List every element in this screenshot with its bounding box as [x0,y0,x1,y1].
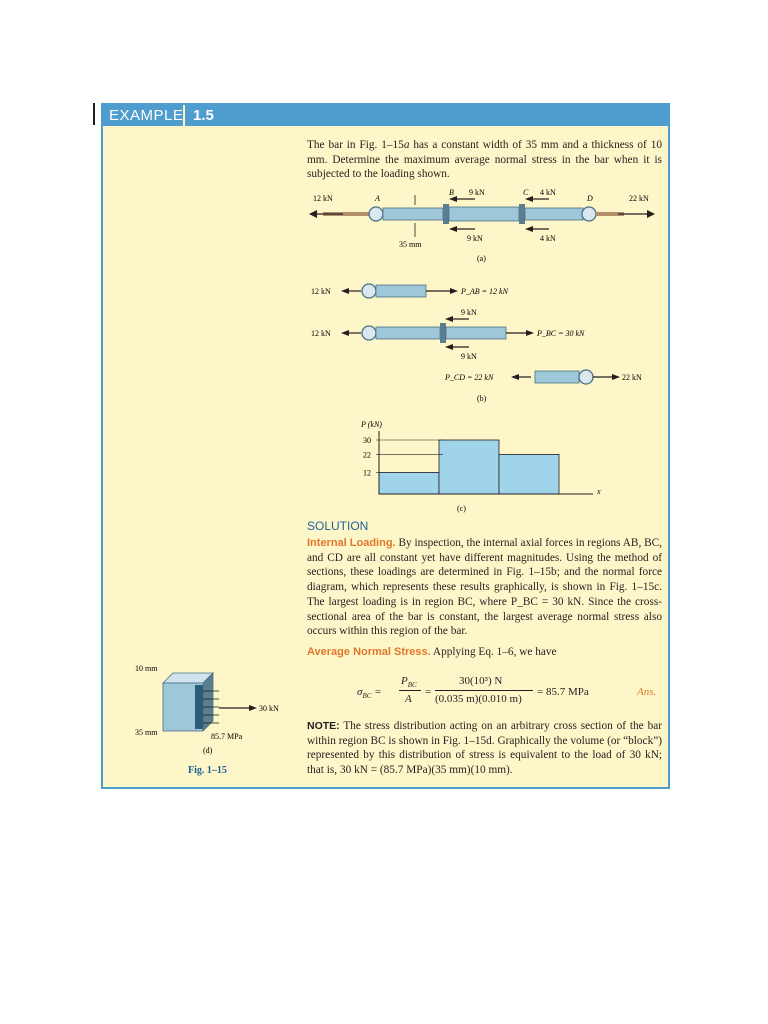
right-load-arrowhead [647,210,655,218]
pin-d [582,207,596,221]
b-bottom-label: 9 kN [467,234,483,243]
y-axis-label: P (kN) [361,420,382,429]
eq-denominator-2: (0.035 m)(0.010 m) [435,693,522,705]
right-load-label: 22 kN [629,194,649,203]
internal-loading-heading: Internal Loading. [307,537,396,549]
row1-load-arrowhead [341,288,349,294]
stress-label: 85.7 MPa [211,732,243,741]
eq-fraction-bar-1 [399,690,421,691]
row3-load-label: 22 kN [622,373,642,382]
row2-load-arrowhead [341,330,349,336]
row3-pin [579,370,593,384]
note-heading: NOTE: [307,720,340,732]
force-segment-ab [379,472,439,494]
row1-bar [376,285,426,297]
stress-equation [307,673,667,715]
figure-c-caption: (c) [457,504,466,513]
force-arrowhead [249,705,257,711]
eq-numerator-2: 30(10³) N [459,675,503,687]
row2-top-arrowhead [445,316,453,322]
point-a-label: A [375,194,380,203]
row3-bar [535,371,579,383]
figure-d [131,661,291,761]
force-label: 30 kN [259,704,279,713]
c-bottom-label: 4 kN [540,234,556,243]
row2-top-label: 9 kN [461,308,477,317]
eq-lhs: $\sigma_{BC}$ = [357,686,382,701]
row1-load-label: 12 kN [311,287,331,296]
row2-bar-bc [446,327,506,339]
figure-caption: Fig. 1–15 [188,765,227,776]
row2-internal-label: P_BC = 30 kN [537,329,585,338]
y-tick-label-22: 22 [363,450,371,460]
c-bottom-arrowhead [525,226,533,232]
left-load-arrowhead [309,210,317,218]
b-bottom-arrowhead [449,226,457,232]
example-box [101,103,670,789]
example-number: 1.5 [193,107,214,124]
stress-face [195,685,203,729]
eq-numerator-1: $P_{BC}$ [401,675,417,690]
row2-collar [440,323,446,343]
row3-load-arrowhead [612,374,620,380]
figure-c [343,415,603,515]
pin-a [369,207,383,221]
average-stress-paragraph [307,645,662,660]
figure-a-caption: (a) [477,254,486,263]
example-label: EXAMPLE [109,107,184,124]
point-c-label: C [523,189,529,197]
row2-pin [362,326,376,340]
bar-bc [449,207,519,221]
thickness-label: 10 mm [135,664,158,673]
c-top-label: 4 kN [540,189,556,197]
row1-internal-arrowhead [450,288,458,294]
bar-ab [383,208,443,220]
collar-c [519,204,525,224]
problem-statement: The bar in Fig. 1–15a has a constant width of 35 mm and a thickness of 10 mm. Determine the maximum average normal stress in the bar when it is subjected to the loading shown. [307,139,663,181]
internal-loading-paragraph [307,536,662,639]
collar-b [443,204,449,224]
point-d-label: D [587,194,593,203]
row2-bar-ab [376,327,440,339]
row1-pin [362,284,376,298]
width-label: 35 mm [399,240,422,249]
row2-load-label: 12 kN [311,329,331,338]
average-stress-heading: Average Normal Stress. [307,646,431,658]
eq-answer-tag: Ans. [637,686,657,698]
row3-internal-arrowhead [511,374,519,380]
figure-d-caption: (d) [203,746,213,755]
note-paragraph [307,719,662,778]
row2-bottom-arrowhead [445,344,453,350]
x-axis-label: x [597,487,601,496]
example-header [103,105,668,126]
force-segment-cd [499,454,559,494]
row2-internal-arrowhead [526,330,534,336]
internal-loading-text: By inspection, the internal axial forces in regions AB, BC, and CD are all constant yet have different magnitudes. Using the method of sections, these loadings are determined in Fig. 1–15b; and the normal force diagram, which represents these results graphically, is shown in Fig. 1–15c. The largest loading is in region BC, where P_BC = 30 kN. Since the cross-sectional area of the bar is constant, the largest average normal stress also occurs within this region of the bar. [307,537,662,638]
figure-b-caption: (b) [477,394,487,403]
note-text: The stress distribution acting on an arbitrary cross section of the bar within region BC is shown in Fig. 1–15d. Graphically the volume (or “block”) represented by this distribution of stress is equivalent to the load of 30 kN; that is, 30 kN = (85.7 MPa)(35 mm)(10 mm). [307,720,662,777]
b-top-label: 9 kN [469,189,485,197]
y-tick-label-12: 12 [363,468,371,478]
header-separator [183,105,185,126]
row2-bottom-label: 9 kN [461,352,477,361]
average-stress-text: Applying Eq. 1–6, we have [432,646,557,658]
eq-equals: = [425,686,432,698]
bar-cd [525,208,583,220]
row3-internal-label: P_CD = 22 kN [445,373,494,382]
block-side [203,673,213,731]
left-load-label: 12 kN [313,194,333,203]
eq-fraction-bar-2 [435,690,533,691]
sidebar-rule [93,103,95,125]
solution-heading: SOLUTION [307,519,369,533]
eq-denominator-1: A [405,693,412,705]
figure-b [303,279,663,409]
figure-a [303,189,663,265]
force-segment-bc [439,440,499,494]
row1-internal-label: P_AB = 12 kN [461,287,508,296]
width-label-d: 35 mm [135,728,158,737]
point-b-label: B [449,189,454,197]
eq-result: = 85.7 MPa [537,686,589,698]
y-tick-label-30: 30 [363,436,371,445]
